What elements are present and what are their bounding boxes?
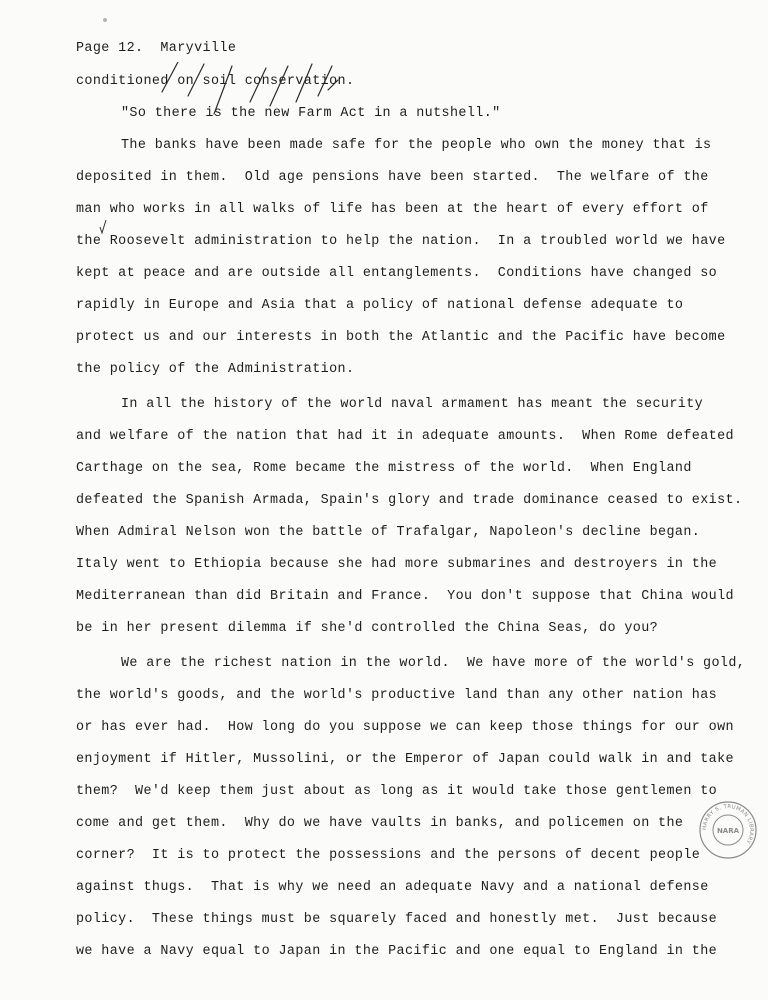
svg-text:HARRY S. TRUMAN LIBRARY bbox=[702, 804, 754, 845]
text-line-5: man who works in all walks of life has been at the heart of every effort of bbox=[76, 202, 709, 217]
text-line-21: or has ever had. How long do you suppose we can keep those things for our own bbox=[76, 720, 734, 735]
text-line-20: the world's goods, and the world's productive land than any other nation has bbox=[76, 688, 718, 703]
stamp-center-text: NARA bbox=[716, 827, 740, 835]
text-line-2: "So there is the new Farm Act in a nutshell." bbox=[121, 106, 501, 121]
page-header bbox=[76, 40, 236, 58]
handwritten-strike-marks bbox=[160, 62, 360, 122]
page-number: Page 12. bbox=[76, 41, 144, 56]
text-line-19: We are the richest nation in the world. We have more of the world's gold, bbox=[121, 656, 746, 671]
text-line-11: In all the history of the world naval armament has meant the security bbox=[121, 397, 704, 412]
text-line-6: the Roosevelt administration to help the nation. In a troubled world we have bbox=[76, 234, 726, 249]
paper-speck bbox=[103, 18, 107, 22]
text-line-18: be in her present dilemma if she'd controlled the China Seas, do you? bbox=[76, 621, 659, 636]
text-line-22: enjoyment if Hitler, Mussolini, or the Emperor of Japan could walk in and take bbox=[76, 752, 734, 767]
text-line-9: protect us and our interests in both the Atlantic and the Pacific have become bbox=[76, 330, 726, 345]
archive-seal-stamp bbox=[698, 800, 758, 860]
text-line-1: conditioned on soil conservation. bbox=[76, 74, 355, 89]
text-line-14: defeated the Spanish Armada, Spain's glory and trade dominance ceased to exist. bbox=[76, 493, 743, 508]
text-line-13: Carthage on the sea, Rome became the mistress of the world. When England bbox=[76, 461, 692, 476]
text-line-8: rapidly in Europe and Asia that a policy of national defense adequate to bbox=[76, 298, 684, 313]
text-line-16: Italy went to Ethiopia because she had more submarines and destroyers in the bbox=[76, 557, 718, 572]
header-location: Maryville bbox=[160, 41, 237, 56]
text-line-7: kept at peace and are outside all entanglements. Conditions have changed so bbox=[76, 266, 718, 281]
text-line-15: When Admiral Nelson won the battle of Trafalgar, Napoleon's decline began. bbox=[76, 525, 701, 540]
text-line-26: against thugs. That is why we need an adequate Navy and a national defense bbox=[76, 880, 709, 895]
text-line-23: them? We'd keep them just about as long as it would take those gentlemen to bbox=[76, 784, 718, 799]
handwritten-check-mark bbox=[98, 219, 108, 235]
text-line-28: we have a Navy equal to Japan in the Pacific and one equal to England in the bbox=[76, 944, 718, 959]
stamp-ring-text: HARRY S. TRUMAN LIBRARY bbox=[701, 803, 755, 845]
text-line-10: the policy of the Administration. bbox=[76, 362, 355, 377]
text-line-25: corner? It is to protect the possessions and the persons of decent people bbox=[76, 848, 701, 863]
text-line-17: Mediterranean than did Britain and France. You don't suppose that China would bbox=[76, 589, 734, 604]
text-line-24: come and get them. Why do we have vaults in banks, and policemen on the bbox=[76, 816, 684, 831]
text-line-3: The banks have been made safe for the people who own the money that is bbox=[121, 138, 712, 153]
text-line-4: deposited in them. Old age pensions have been started. The welfare of the bbox=[76, 170, 709, 185]
text-line-27: policy. These things must be squarely faced and honestly met. Just because bbox=[76, 912, 718, 927]
text-line-12: and welfare of the nation that had it in adequate amounts. When Rome defeated bbox=[76, 429, 734, 444]
